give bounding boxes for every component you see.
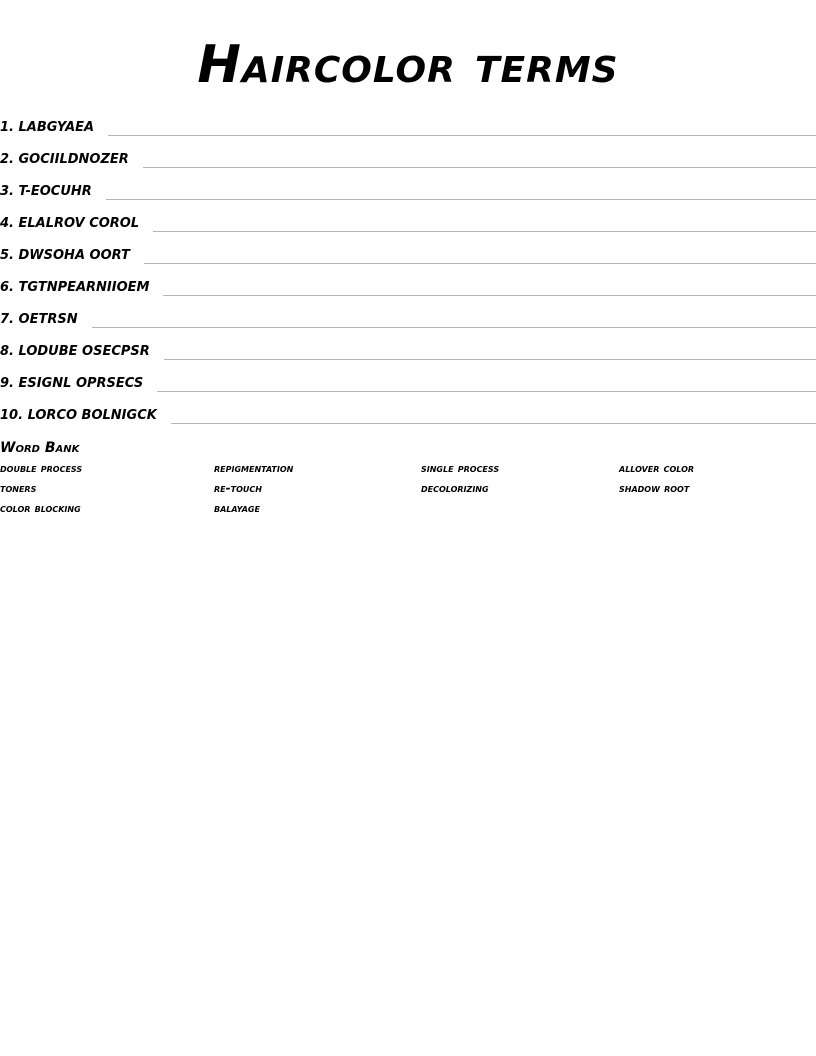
- question-row: [0, 202, 816, 234]
- page-title: Haircolor terms: [197, 35, 619, 95]
- question-row: [0, 298, 816, 330]
- word-bank-item: decolorizing: [421, 481, 489, 495]
- question-number: 1.: [0, 120, 14, 135]
- question-label: [0, 247, 144, 265]
- scrambled-word: DWSOHA OORT: [18, 248, 130, 263]
- answer-line[interactable]: [92, 327, 816, 328]
- scrambled-word: GOCIILDNOZER: [18, 152, 129, 167]
- question-label: [0, 311, 92, 329]
- question-number: 8.: [0, 344, 14, 359]
- answer-line[interactable]: [171, 423, 816, 424]
- word-bank-item: balayage: [214, 501, 260, 515]
- question-label: [0, 151, 143, 169]
- scrambled-word: ESIGNL OPRSECS: [18, 376, 144, 391]
- answer-line[interactable]: [157, 391, 816, 392]
- scrambled-word: LABGYAEA: [18, 120, 95, 135]
- answer-line[interactable]: [144, 263, 816, 264]
- question-label: [0, 119, 108, 137]
- scrambled-word: OETRSN: [18, 312, 78, 327]
- word-bank-item: single process: [421, 461, 500, 475]
- question-number: 10.: [0, 408, 24, 423]
- word-bank-item: double process: [0, 461, 83, 475]
- word-bank-item: allover color: [619, 461, 695, 475]
- question-row: [0, 234, 816, 266]
- word-bank-item: repigmentation: [214, 461, 294, 475]
- answer-line[interactable]: [143, 167, 816, 168]
- answer-line[interactable]: [153, 231, 816, 232]
- question-row: [0, 394, 816, 426]
- word-bank-title: Word Bank: [0, 440, 80, 456]
- question-number: 5.: [0, 248, 14, 263]
- question-label: [0, 279, 163, 297]
- word-bank-item: toners: [0, 481, 37, 495]
- scrambled-word: ELALROV COROL: [18, 216, 140, 231]
- answer-line[interactable]: [106, 199, 816, 200]
- scrambled-word: LODUBE OSECPSR: [18, 344, 150, 359]
- question-list: [0, 106, 816, 426]
- question-number: 6.: [0, 280, 14, 295]
- question-row: [0, 106, 816, 138]
- question-row: [0, 362, 816, 394]
- question-number: 3.: [0, 184, 14, 199]
- answer-line[interactable]: [108, 135, 816, 136]
- answer-line[interactable]: [164, 359, 816, 360]
- question-number: 4.: [0, 216, 14, 231]
- question-label: [0, 183, 106, 201]
- question-number: 7.: [0, 312, 14, 327]
- scrambled-word: TGTNPEARNIIOEM: [18, 280, 150, 295]
- question-row: [0, 330, 816, 362]
- question-number: 9.: [0, 376, 14, 391]
- question-number: 2.: [0, 152, 14, 167]
- word-bank: [0, 438, 816, 518]
- question-label: [0, 343, 164, 361]
- question-label: [0, 407, 171, 425]
- word-bank-item: shadow root: [619, 481, 690, 495]
- answer-line[interactable]: [163, 295, 816, 296]
- scrambled-word: LORCO BOLNIGCK: [27, 408, 157, 423]
- word-bank-grid: [0, 458, 816, 518]
- question-row: [0, 266, 816, 298]
- word-bank-item: re-touch: [214, 481, 262, 495]
- question-label: [0, 215, 153, 233]
- question-label: [0, 375, 157, 393]
- question-row: [0, 138, 816, 170]
- scrambled-word: T-EOCUHR: [18, 184, 92, 199]
- word-bank-item: color blocking: [0, 501, 81, 515]
- question-row: [0, 170, 816, 202]
